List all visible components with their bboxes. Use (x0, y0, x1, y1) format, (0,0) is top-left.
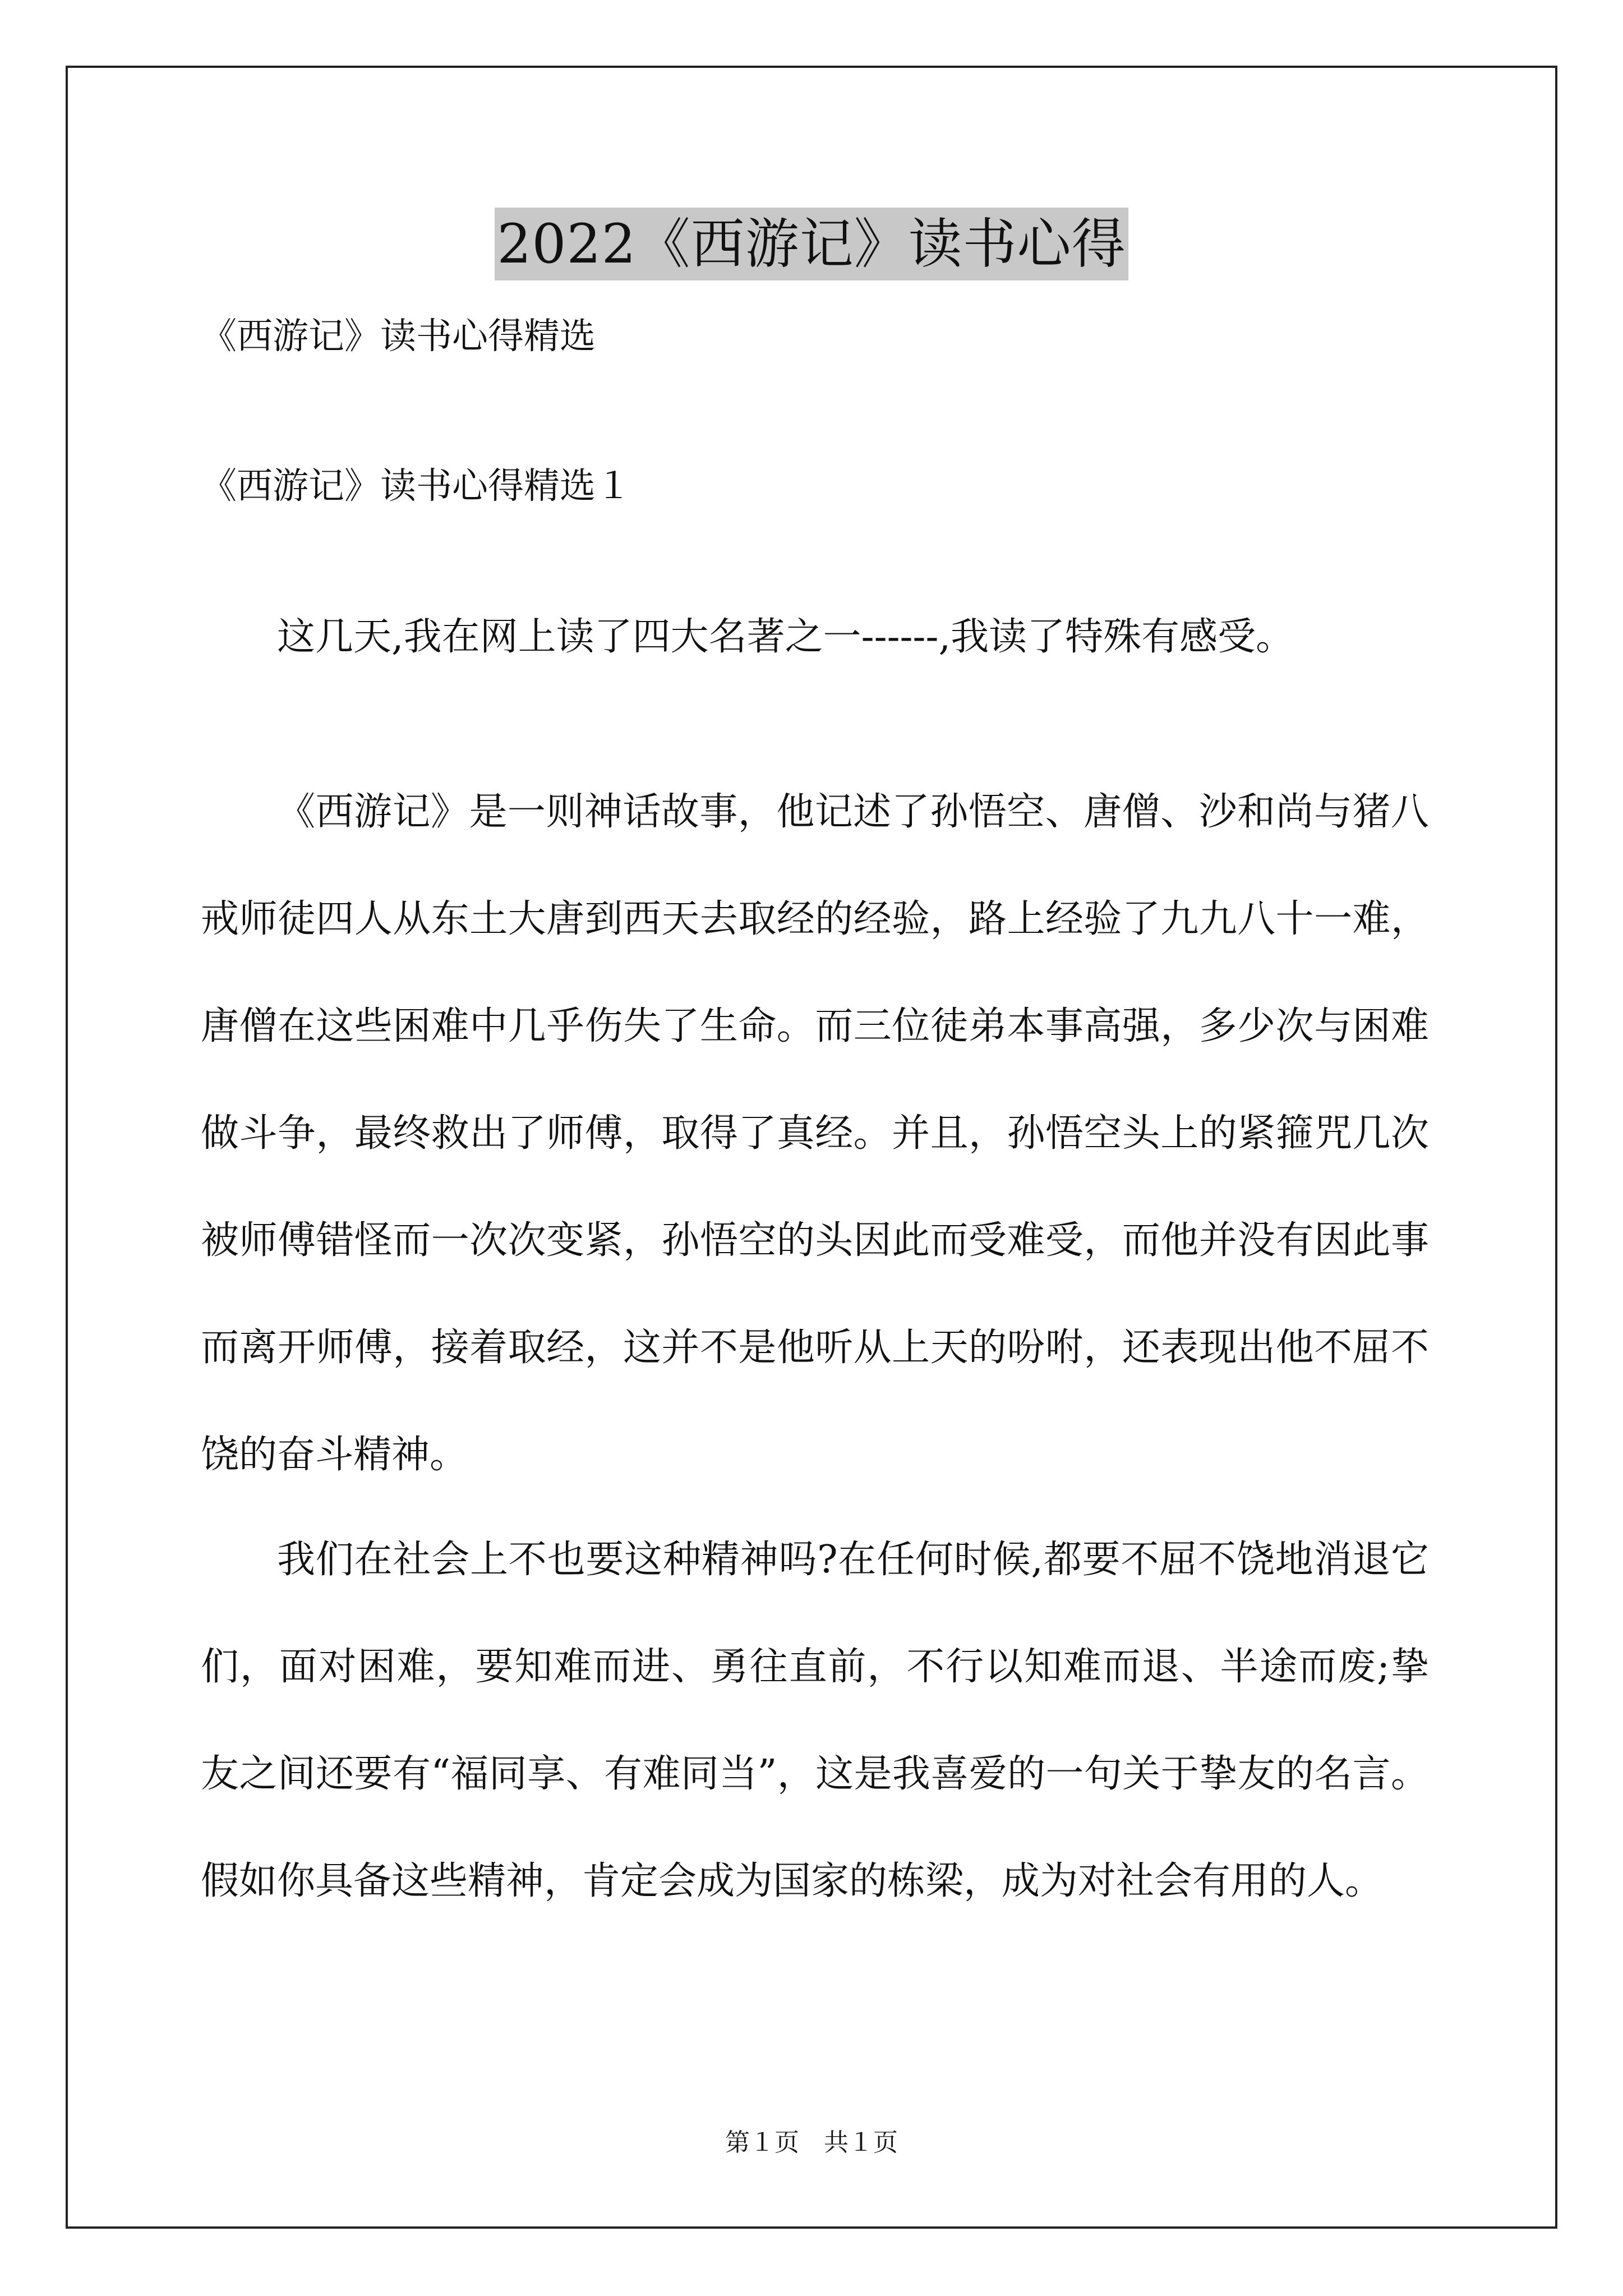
title-container (0, 208, 1623, 280)
document-title: 2022《西游记》读书心得 (495, 208, 1128, 280)
body-paragraph: 我们在社会上不也要这种精神吗?在任何时候,都要不屈不饶地消退它们，面对困难，要知难而进、勇往直前，不行以知难而退、半途而废;挚友之间还要有“福同享、有难同当”，这是我喜爱的一句关于挚友的名言。假如你具备这些精神，肯定会成为国家的栋梁，成为对社会有用的人。 (201, 1538, 1429, 1903)
section-heading: 《西游记》读书心得精选１ (201, 466, 631, 507)
subtitle-heading: 《西游记》读书心得精选 (201, 316, 596, 357)
paragraph-block (201, 1506, 1429, 1935)
paragraph-block (201, 583, 1429, 691)
body-paragraph: 《西游记》是一则神话故事，他记述了孙悟空、唐僧、沙和尚与猪八戒师徒四人从东土大唐到西天去取经的经验，路上经验了九九八十一难，唐僧在这些困难中几乎伤失了生命。而三位徒弟本事高强，多少次与困难做斗争，最终救出了师傅，取得了真经。并且，孙悟空头上的紧箍咒几次被师傅错怪而一次次变紧，孙悟空的头因此而受难受，而他并没有因此事而离开师傅，接着取经，这并不是他听从上天的吩咐，还表现出他不屈不饶的奋斗精神。 (201, 790, 1429, 1477)
paragraph-block (201, 758, 1429, 1508)
body-paragraph: 这几天,我在网上读了四大名著之一------,我读了特殊有感受。 (277, 615, 1294, 659)
page-footer: 第１页 共１页 (725, 2128, 898, 2157)
